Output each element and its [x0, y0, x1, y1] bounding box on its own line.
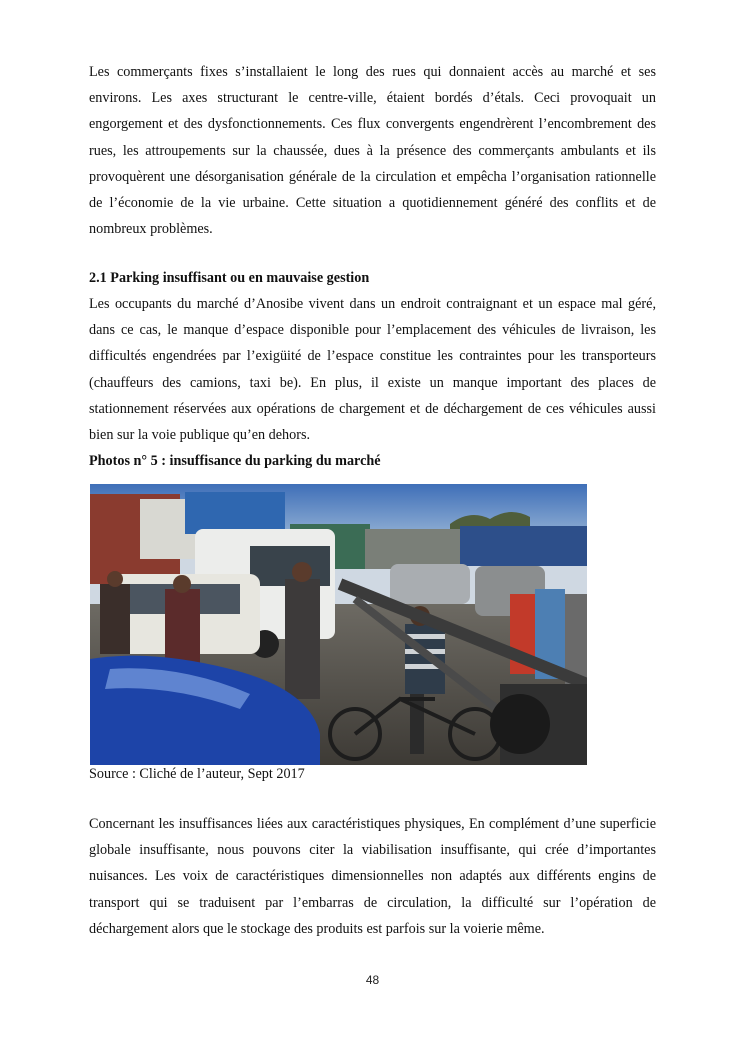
- paragraph-parking: Les occupants du marché d’Anosibe vivent dans un endroit contraignant et un espace mal géré, dans ce cas, le manque d’espace disponible pour l’emplacement des véhicules de livraison, les difficultés engendrées par l’exigüité de l’espace constitue les contraintes pour les transporteurs (chauffeurs des camions, taxi be). En plus, il existe un manque important des places de stationnement réservées aux opérations de chargement et de déchargement de ces véhicules aussi bien sur la voie publique qu’en dehors.: [89, 296, 656, 444]
- photo-source: Source : Cliché de l’auteur, Sept 2017: [89, 766, 305, 782]
- page-number: 48: [365, 973, 380, 987]
- section-heading: 2.1 Parking insuffisant ou en mauvaise gestion: [89, 270, 370, 286]
- photo-caption: Photos n° 5 : insuffisance du parking du marché: [89, 453, 381, 469]
- paragraph-physical-constraints: Concernant les insuffisances liées aux caractéristiques physiques, En complément d’une superficie globale insuffisante, nous pouvons citer la viabilisation insuffisante, qui crée d’importantes nuisances. Les voix de caractéristiques dimensionnelles non adaptés aux différents engins de transport qui se traduisent par l’embarras de circulation, la difficulté sur l’opération de déchargement alors que le stockage des produits est parfois sur la voierie même.: [89, 816, 656, 937]
- paragraph-street-vendors: Les commerçants fixes s’installaient le long des rues qui donnaient accès au marché et ses environs. Les axes structurant le centre-ville, étaient bordés d’étals. Ceci provoquait un engorgement et des dysfonctionnements. Ces flux convergents engendrèrent l’encombrement des rues, les attroupements sur la chaussée, dues à la présence des commerçants ambulants et ils provoquèrent une désorganisation générale de la circulation et empêcha l’organisation rationnelle de l’économie de la vie urbaine. Cette situation a quotidiennement généré des conflits et de nombreux problèmes.: [89, 64, 656, 238]
- market-parking-photo: [90, 484, 587, 765]
